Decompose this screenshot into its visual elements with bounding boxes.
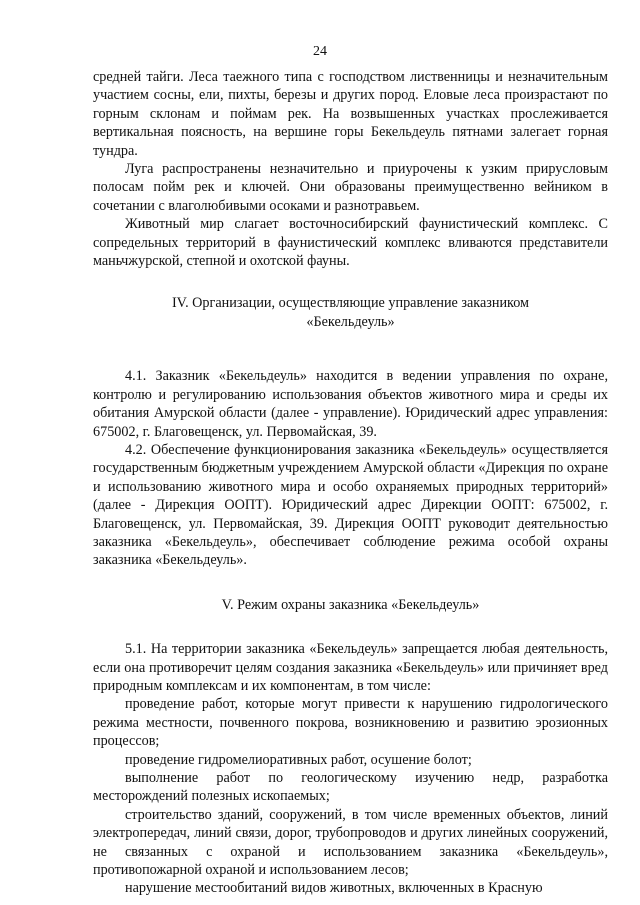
list-item-geology: выполнение работ по геологическому изучению недр, разработка месторождений полезных ископаемых; xyxy=(93,770,608,805)
paragraph-meadows: Луга распространены незначительно и приурочены к узким прирусловым полосам пойм рек и ключей. Они образованы преимущественно вейником в сочетании с влаголюбивыми осоками и разнотравьем. xyxy=(93,161,608,214)
document-body xyxy=(93,68,608,898)
section-heading-iv: IV. Организации, осуществляющие управление заказником «Бекельдеуль» xyxy=(171,295,530,330)
list-item-habitats: нарушение местообитаний видов животных, включенных в Красную xyxy=(125,880,543,897)
paragraph-fauna: Животный мир слагает восточносибирский фаунистический комплекс. С сопредельных территорий в фаунистический комплекс вливаются представители маньчжурской, степной и охотской фауны. xyxy=(93,216,608,270)
paragraph-4-1: 4.1. Заказник «Бекельдеуль» находится в ведении управления по охране, контролю и регулированию использования объектов животного мира и среды их обитания Амурской области (далее - управление). Юридический адрес управления: 675002, г. Благовещенск, ул. Первомайская, 39. xyxy=(93,368,608,440)
page-number: 24 xyxy=(313,44,327,59)
paragraph-continuation: средней тайги. Леса таежного типа с господством лиственницы и незначительным участием сосны, ели, пихты, березы и других пород. Еловые леса произрастают по горным склонам и поймам рек. На возвышенных участках прослеживается вертикальная поясность, на вершине горы Бекельдеуль пятнами залегает горная тундра. xyxy=(93,69,608,159)
list-item-melioration: проведение гидромелиоративных работ, осушение болот; xyxy=(125,751,472,768)
section-heading-v: V. Режим охраны заказника «Бекельдеуль» xyxy=(221,596,480,613)
paragraph-4-2: 4.2. Обеспечение функционирования заказника «Бекельдеуль» осуществляется государственным бюджетным учреждением Амурской области «Дирекция по охране и использованию животного мира и особо охраняемых природных территорий» (далее - Дирекция ООПТ). Юридический адрес Дирекции ООПТ: 675002, г. Благовещенск, ул. Первомайская, 39. Дирекция ООПТ руководит деятельностью заказника «Бекельдеуль», обеспечивает соблюдение режима особой охраны заказника «Бекельдеуль». xyxy=(93,441,608,569)
list-item-construction: строительство зданий, сооружений, в том числе временных объектов, линий электропередач, линий связи, дорог, трубопроводов и других линейных сооружений, не связанных с охраной и использованием заказника «Бекельдеуль», противопожарной охраной и использованием лесов; xyxy=(93,806,608,879)
list-item-hydrology: проведение работ, которые могут привести к нарушению гидрологического режима местности, почвенного покрова, возникновению и развитию эрозионных процессов; xyxy=(93,696,608,750)
paragraph-5-1: 5.1. На территории заказника «Бекельдеуль» запрещается любая деятельность, если она противоречит целям создания заказника «Бекельдеуль» или причиняет вред природным комплексам и их компонентам, в том числе: xyxy=(93,641,608,694)
